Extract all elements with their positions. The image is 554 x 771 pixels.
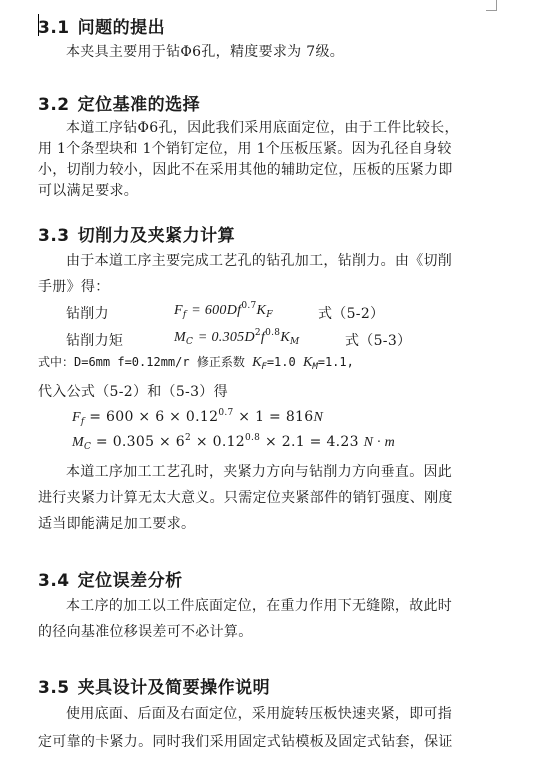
section-heading-3-5[interactable] [38,673,270,698]
paragraph-line[interactable]: 由于本道工序主要完成工艺孔的钻孔加工，钻削力。由《切削 [66,253,453,269]
section-title: 定位误差分析 [77,571,183,591]
paragraph-line[interactable]: 本道工序钻Φ6孔，因此我们采用底面定位，由于工件比较长， [66,120,459,136]
formula-label: 钻削力矩 [66,333,124,349]
section-number: 3.3 [38,226,70,246]
section-title: 问题的提出 [77,18,166,38]
section-heading-3-1[interactable] [38,13,165,38]
paragraph-line[interactable]: 的径向基准位移误差可不必计算。 [38,624,253,640]
paragraph-line[interactable]: 代入公式（5-2）和（5-3）得 [38,384,228,400]
paragraph-line[interactable]: 可以满足要求。 [38,183,139,199]
formula-drilling-force: $F_f = 600Df^{0.7}K_F$ [174,301,273,320]
formula-label: 钻削力 [66,306,109,322]
section-title: 切削力及夹紧力计算 [77,226,236,246]
parameter-line[interactable]: 式中：D=6mm f=0.12mm/r 修正系数 $K_F=1.0$ $K_M=1.1$, [38,355,354,372]
section-number: 3.1 [38,18,70,38]
paragraph-line[interactable]: 定可靠的卡紧力。同时我们采用固定式钻模板及固定式钻套，保证 [38,734,453,750]
section-number: 3.5 [38,678,70,698]
formula-drilling-torque: $M_C = 0.305D^2f^{0.8}K_M$ [174,328,300,347]
paragraph-line[interactable]: 用 1个条型块和 1个销钉定位，用 1个压板压紧。因为孔径自身较 [38,141,452,157]
paragraph-line[interactable]: 进行夹紧力计算无太大意义。只需定位夹紧部件的销钉强度、刚度 [38,490,453,506]
paragraph-line[interactable]: 使用底面、后面及右面定位，采用旋转压板快速夹紧，即可指 [66,706,453,722]
calculation-force: $F_f = 600 \times 6 \times 0.12^{0.7} \times 1 = 816N$ [72,408,324,427]
section-heading-3-3[interactable] [38,221,235,246]
section-number: 3.4 [38,571,70,591]
formula-reference: 式（5-3） [345,333,412,349]
page-corner-mark [486,0,497,11]
section-title: 夹具设计及简要操作说明 [77,678,271,698]
section-number: 3.2 [38,95,70,115]
paragraph-line[interactable]: 本夹具主要用于钻Φ6孔，精度要求为 7级。 [66,44,345,60]
formula-reference: 式（5-2） [318,306,385,322]
paragraph-line[interactable]: 小，切削力较小，因此不在采用其他的辅助定位，压板的压紧力即 [38,162,453,178]
paragraph-line[interactable]: 本工序的加工以工件底面定位，在重力作用下无缝隙，故此时 [66,598,453,614]
calculation-torque: $M_C = 0.305 \times 6^2 \times 0.12^{0.8} \times 2.1 = 4.23$ N · m [72,433,396,452]
paragraph-line[interactable]: 手册》得： [38,279,110,295]
section-heading-3-2[interactable] [38,90,200,115]
section-heading-3-4[interactable] [38,566,183,591]
paragraph-line[interactable]: 适当即能满足加工要求。 [38,516,196,532]
paragraph-line[interactable]: 本道工序加工工艺孔时，夹紧力方向与钻削力方向垂直。因此 [66,464,453,480]
section-title: 定位基准的选择 [77,95,201,115]
